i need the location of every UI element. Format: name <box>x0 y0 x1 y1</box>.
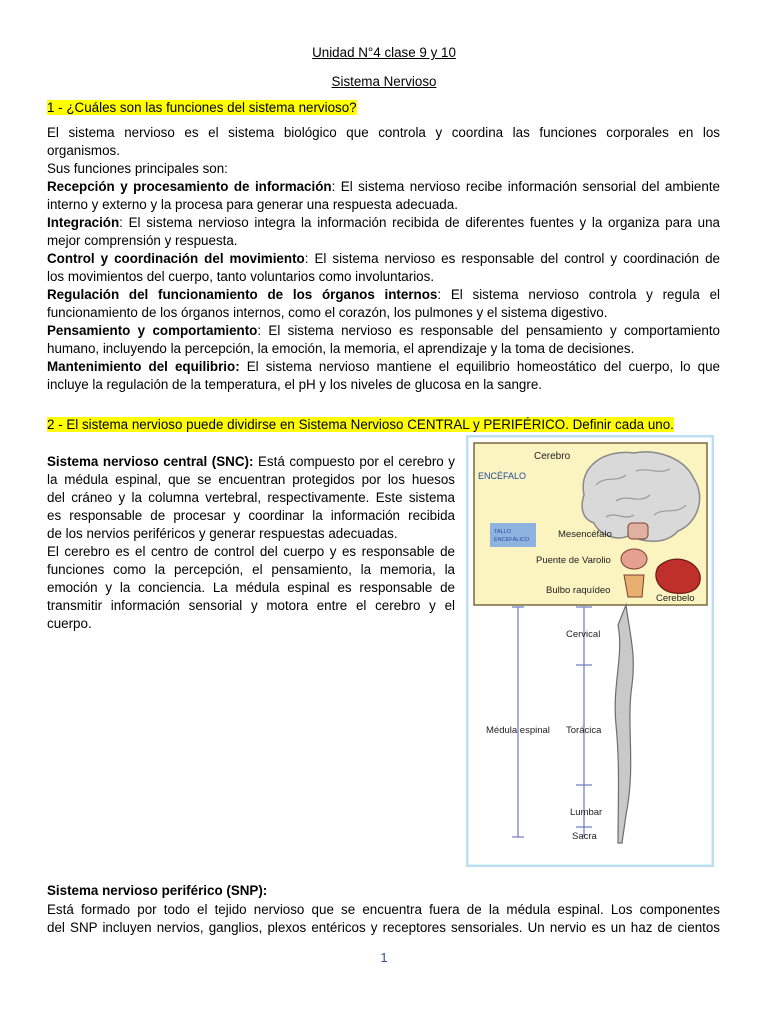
question-2-heading: 2 - El sistema nervioso puede dividirse en Sistema Nervioso CENTRAL y PERIFÉRICO. Definir cada uno. <box>47 417 674 432</box>
mesencefalo-shape <box>628 523 648 539</box>
tallo-box <box>490 523 536 547</box>
intro-line: Sus funciones principales son: <box>47 161 228 176</box>
intro-line: El sistema nervioso es el sistema biológico que controla y coordina las funciones corporales en los <box>47 125 720 140</box>
subject-title: Sistema Nervioso <box>331 74 437 89</box>
label-sacra: Sacra <box>572 831 597 842</box>
label-tallo: ENCEFÁLICO <box>494 537 530 543</box>
function-balance: Mantenimiento del equilibrio: El sistema nervioso mantiene el equilibrio homeostático del cuerpo, lo que <box>47 359 720 374</box>
snp-heading: Sistema nervioso periférico (SNP): <box>47 883 268 898</box>
bulbo-shape <box>624 575 644 597</box>
label-medula-espinal: Médula espinal <box>486 725 550 736</box>
snc-line: funciones como la percepción, el pensamiento, la memoria, la <box>47 562 455 577</box>
function-reception-cont: interno y externo y la procesa para generar una respuesta adecuada. <box>47 197 458 212</box>
function-integration: Integración: El sistema nervioso integra la información recibida de diferentes fuentes y la organiza para una <box>47 215 720 230</box>
function-thinking-cont: humano, incluyendo la percepción, la emoción, la memoria, el aprendizaje y la toma de decisiones. <box>47 341 635 356</box>
page-number: 1 <box>380 950 388 965</box>
snc-line: transmitir información sensorial y motora entre el cerebro y el <box>47 598 455 613</box>
question-1-heading: 1 - ¿Cuáles son las funciones del sistema nervioso? <box>47 100 357 115</box>
snc-line: cuerpo. <box>47 616 92 631</box>
function-thinking: Pensamiento y comportamiento: El sistema nervioso es responsable del pensamiento y comportamiento <box>47 323 720 338</box>
function-balance-cont: incluye la regulación de la temperatura, el pH y los niveles de glucosa en la sangre. <box>47 377 542 392</box>
function-movement: Control y coordinación del movimiento: El sistema nervioso es responsable del control y coordinación de <box>47 251 720 266</box>
function-organs: Regulación del funcionamiento de los órganos internos: El sistema nervioso controla y regula el <box>47 287 720 302</box>
function-integration-cont: mejor comprensión y respuesta. <box>47 233 238 248</box>
snp-line: Está formado por todo el tejido nervioso que se encuentra fuera de la médula espinal. Los componentes <box>47 902 720 917</box>
cerebelo-shape <box>656 559 700 593</box>
snc-line: del cráneo y la columna vertebral, respectivamente. Este sistema <box>47 490 455 505</box>
snc-line: de los nervios periféricos y generar respuestas adecuadas. <box>47 526 398 541</box>
label-bulbo: Bulbo raquídeo <box>546 585 611 596</box>
function-organs-cont: funcionamiento de los órganos internos, como el corazón, los pulmones y el sistema digestivo. <box>47 305 608 320</box>
snc-line: Sistema nervioso central (SNC): Está compuesto por el cerebro y <box>47 454 455 469</box>
label-mesencefalo: Mesencéfalo <box>558 529 612 540</box>
label-encefalo: ENCÉFALO <box>478 471 527 481</box>
nervous-system-figure <box>466 435 714 867</box>
function-reception: Recepción y procesamiento de información: El sistema nervioso recibe información sensorial del ambiente <box>47 179 720 194</box>
label-toracica: Torácica <box>566 725 602 736</box>
snc-line: es responsable de procesar y coordinar la información recibida <box>47 508 455 523</box>
label-cerebro: Cerebro <box>534 451 571 462</box>
intro-line: organismos. <box>47 143 120 158</box>
label-tallo: TALLO <box>494 529 512 535</box>
snc-line: El cerebro es el centro de control del cuerpo y es responsable de <box>47 544 455 559</box>
label-cervical: Cervical <box>566 629 601 640</box>
label-cerebelo: Cerebelo <box>656 593 695 604</box>
label-puente: Puente de Varolio <box>536 555 611 566</box>
puente-shape <box>621 549 647 569</box>
unit-title: Unidad N°4 clase 9 y 10 <box>312 45 456 60</box>
snp-line: del SNP incluyen nervios, ganglios, plexos entéricos y receptores sensoriales. Un nervio es un haz de cientos <box>47 920 720 935</box>
label-lumbar: Lumbar <box>570 807 603 818</box>
snc-line: la médula espinal, que se encuentran protegidos por los huesos <box>47 472 455 487</box>
snc-line: emoción y la conciencia. La médula espinal es responsable de <box>47 580 455 595</box>
function-movement-cont: los movimientos del cuerpo, tanto voluntarios como involuntarios. <box>47 269 435 284</box>
